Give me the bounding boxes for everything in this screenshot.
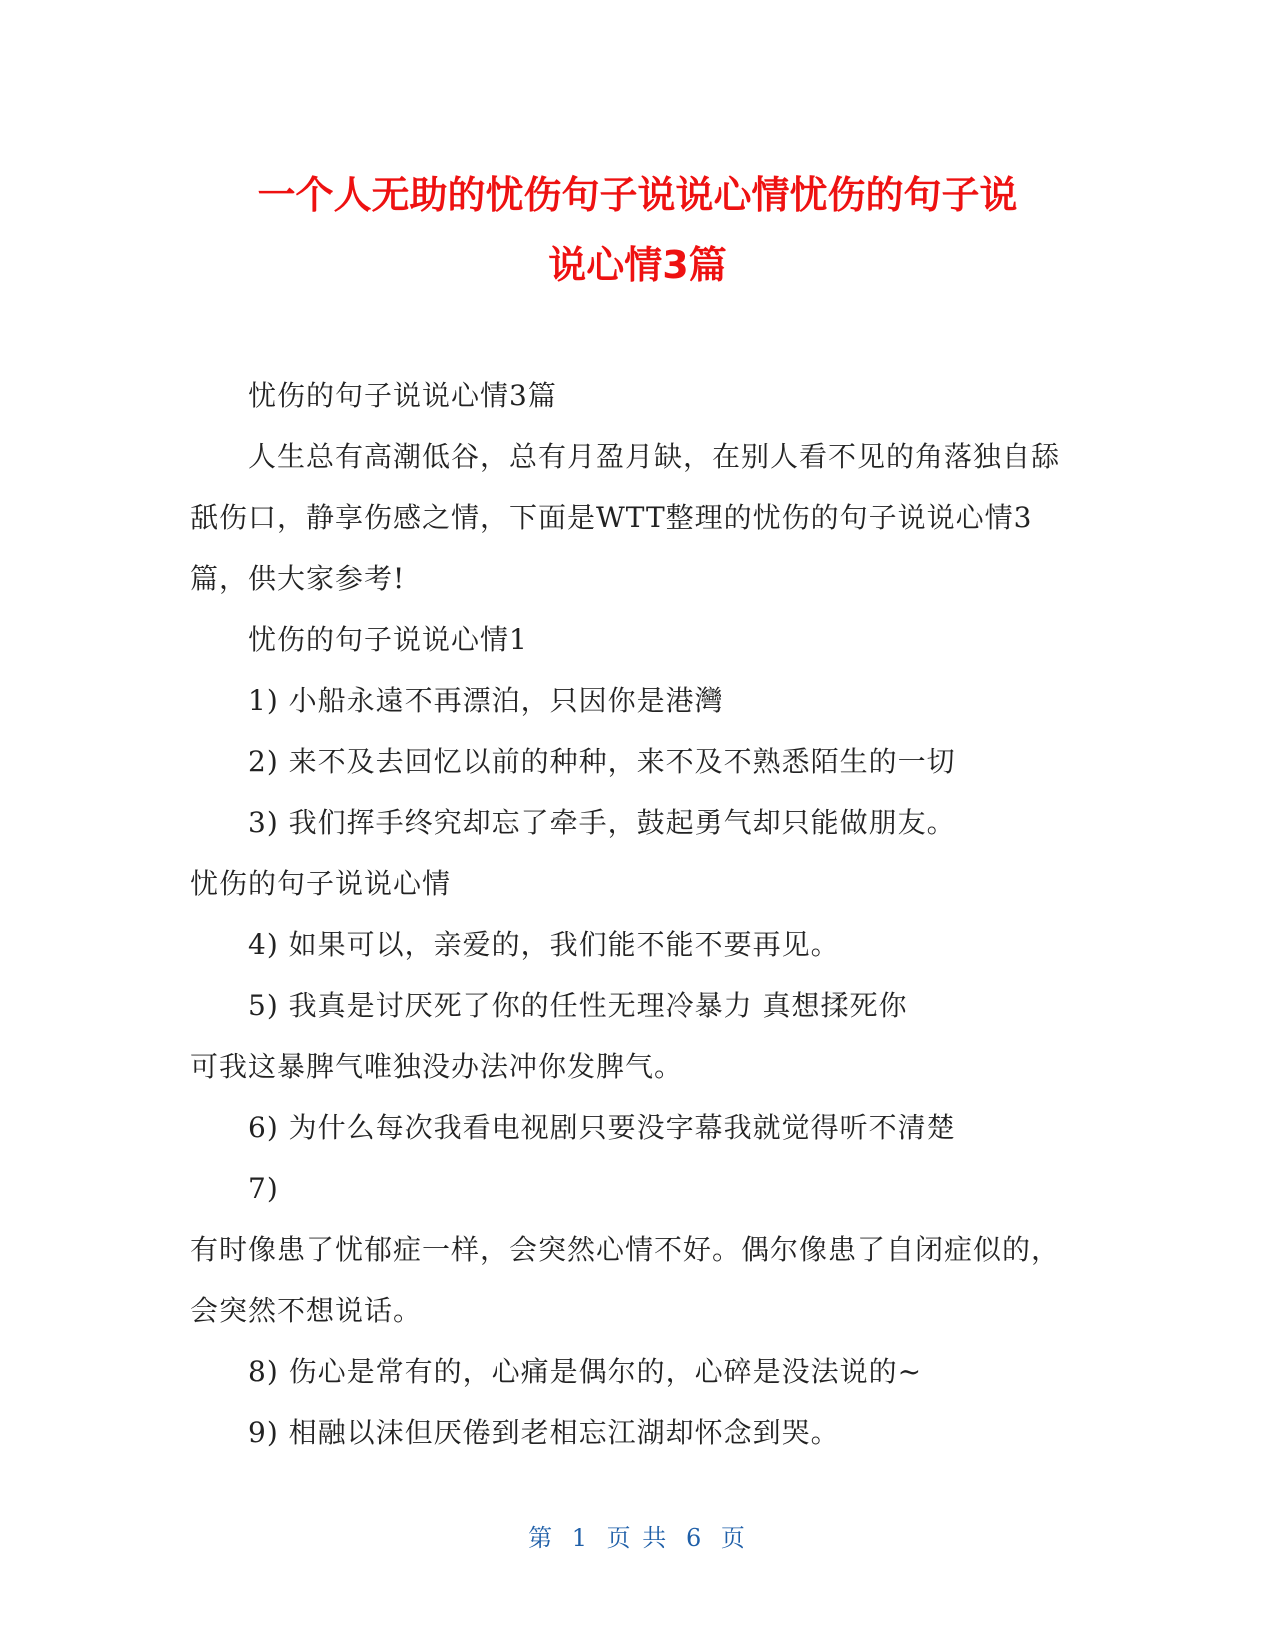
list-item: 7) — [248, 1172, 279, 1205]
footer-label-end: 页 — [720, 1524, 747, 1552]
list-item: 8) 伤心是常有的，心痛是偶尔的，心碎是没法说的~ — [248, 1355, 923, 1388]
list-item: 5) 我真是讨厌死了你的任性无理冷暴力 真想揉死你 — [248, 989, 908, 1022]
paragraph: 有时像患了忧郁症一样，会突然心情不好。偶尔像患了自闭症似的，会突然不想说话。 — [190, 1233, 1061, 1327]
list-item: 9) 相融以沫但厌倦到老相忘江湖却怀念到哭。 — [248, 1416, 840, 1449]
footer-label-of: 页 共 — [606, 1524, 669, 1552]
paragraph: 人生总有高潮低谷，总有月盈月缺，在别人看不见的角落独自舔舐伤口，静享伤感之情，下面是WTT整理的忧伤的句子说说心情3篇，供大家参考! — [190, 440, 1061, 595]
title-line-2: 说心情3篇 — [548, 243, 727, 287]
document-body — [190, 365, 1080, 1463]
list-item: 3) 我们挥手终究却忘了牵手，鼓起勇气却只能做朋友。 — [248, 806, 956, 839]
footer-total-pages: 6 — [685, 1524, 704, 1552]
paragraph: 忧伤的句子说说心情 — [190, 867, 452, 900]
document-title — [190, 160, 1085, 300]
footer-label-page: 第 — [528, 1524, 555, 1552]
list-item: 4) 如果可以，亲爱的，我们能不能不要再见。 — [248, 928, 840, 961]
paragraph: 忧伤的句子说说心情1 — [248, 623, 528, 656]
paragraph: 可我这暴脾气唯独没办法冲你发脾气。 — [190, 1050, 684, 1083]
page-footer — [0, 1518, 1275, 1553]
title-line-1: 一个人无助的忧伤句子说说心情忧伤的句子说 — [257, 173, 1018, 217]
paragraph: 忧伤的句子说说心情3篇 — [248, 379, 557, 412]
footer-current-page: 1 — [571, 1524, 590, 1552]
list-item: 2) 来不及去回忆以前的种种，来不及不熟悉陌生的一切 — [248, 745, 956, 778]
list-item: 1) 小船永遠不再漂泊，只因你是港灣 — [248, 684, 724, 717]
list-item: 6) 为什么每次我看电视剧只要没字幕我就觉得听不清楚 — [248, 1111, 956, 1144]
